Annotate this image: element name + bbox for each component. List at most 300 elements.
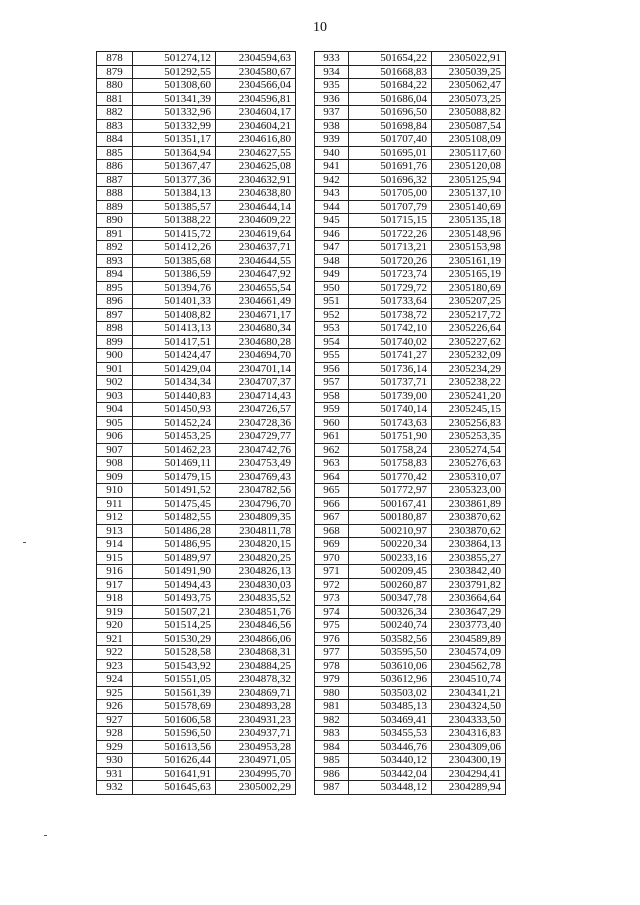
x-coordinate-cell: 501736,14 xyxy=(349,362,432,376)
table-row xyxy=(315,430,506,444)
x-coordinate-cell: 501413,13 xyxy=(133,322,216,336)
point-number-cell: 911 xyxy=(97,497,133,511)
x-coordinate-cell: 501654,22 xyxy=(349,52,432,66)
x-coordinate-cell: 501412,26 xyxy=(133,241,216,255)
table-row xyxy=(315,295,506,309)
table-row xyxy=(315,524,506,538)
table-row xyxy=(315,335,506,349)
table-row xyxy=(315,227,506,241)
point-number-cell: 943 xyxy=(315,187,349,201)
x-coordinate-cell: 501462,23 xyxy=(133,443,216,457)
x-coordinate-cell: 501696,50 xyxy=(349,106,432,120)
y-coordinate-cell: 2304729,77 xyxy=(216,430,296,444)
x-coordinate-cell: 501772,97 xyxy=(349,484,432,498)
y-coordinate-cell: 2304820,15 xyxy=(216,538,296,552)
y-coordinate-cell: 2304811,78 xyxy=(216,524,296,538)
point-number-cell: 954 xyxy=(315,335,349,349)
point-number-cell: 900 xyxy=(97,349,133,363)
y-coordinate-cell: 2304510,74 xyxy=(432,673,506,687)
y-coordinate-cell: 2304694,70 xyxy=(216,349,296,363)
x-coordinate-cell: 501469,11 xyxy=(133,457,216,471)
y-coordinate-cell: 2304835,52 xyxy=(216,592,296,606)
y-coordinate-cell: 2305276,63 xyxy=(432,457,506,471)
x-coordinate-cell: 501450,93 xyxy=(133,403,216,417)
x-coordinate-cell: 501626,44 xyxy=(133,754,216,768)
y-coordinate-cell: 2304868,31 xyxy=(216,646,296,660)
x-coordinate-cell: 501596,50 xyxy=(133,727,216,741)
y-coordinate-cell: 2304878,32 xyxy=(216,673,296,687)
table-row xyxy=(315,673,506,687)
point-number-cell: 891 xyxy=(97,227,133,241)
table-row xyxy=(97,52,296,66)
scan-speck xyxy=(23,542,26,543)
table-row xyxy=(97,605,296,619)
y-coordinate-cell: 2305039,25 xyxy=(432,65,506,79)
table-row xyxy=(315,592,506,606)
table-row xyxy=(97,254,296,268)
table-row xyxy=(315,767,506,781)
table-row xyxy=(97,65,296,79)
coordinates-table-right xyxy=(314,51,506,795)
table-row xyxy=(97,403,296,417)
point-number-cell: 975 xyxy=(315,619,349,633)
y-coordinate-cell: 2304753,49 xyxy=(216,457,296,471)
x-coordinate-cell: 501743,63 xyxy=(349,416,432,430)
table-row xyxy=(315,106,506,120)
table-row xyxy=(315,52,506,66)
point-number-cell: 985 xyxy=(315,754,349,768)
point-number-cell: 917 xyxy=(97,578,133,592)
y-coordinate-cell: 2304604,17 xyxy=(216,106,296,120)
table-row xyxy=(97,227,296,241)
table-row xyxy=(97,119,296,133)
x-coordinate-cell: 500260,87 xyxy=(349,578,432,592)
point-number-cell: 916 xyxy=(97,565,133,579)
x-coordinate-cell: 501738,72 xyxy=(349,308,432,322)
table-row xyxy=(97,92,296,106)
point-number-cell: 924 xyxy=(97,673,133,687)
x-coordinate-cell: 501486,28 xyxy=(133,524,216,538)
point-number-cell: 986 xyxy=(315,767,349,781)
table-row xyxy=(315,497,506,511)
point-number-cell: 971 xyxy=(315,565,349,579)
y-coordinate-cell: 2303773,40 xyxy=(432,619,506,633)
table-row xyxy=(315,551,506,565)
x-coordinate-cell: 501486,95 xyxy=(133,538,216,552)
point-number-cell: 947 xyxy=(315,241,349,255)
y-coordinate-cell: 2304846,56 xyxy=(216,619,296,633)
y-coordinate-cell: 2304580,67 xyxy=(216,65,296,79)
x-coordinate-cell: 501530,29 xyxy=(133,632,216,646)
point-number-cell: 957 xyxy=(315,376,349,390)
point-number-cell: 918 xyxy=(97,592,133,606)
y-coordinate-cell: 2304627,55 xyxy=(216,146,296,160)
point-number-cell: 932 xyxy=(97,781,133,795)
x-coordinate-cell: 501385,57 xyxy=(133,200,216,214)
table-row xyxy=(315,119,506,133)
point-number-cell: 939 xyxy=(315,133,349,147)
table-row xyxy=(97,389,296,403)
table-row xyxy=(97,619,296,633)
x-coordinate-cell: 501751,90 xyxy=(349,430,432,444)
x-coordinate-cell: 501475,45 xyxy=(133,497,216,511)
y-coordinate-cell: 2304701,14 xyxy=(216,362,296,376)
x-coordinate-cell: 501308,60 xyxy=(133,79,216,93)
point-number-cell: 903 xyxy=(97,389,133,403)
x-coordinate-cell: 501440,83 xyxy=(133,389,216,403)
y-coordinate-cell: 2304594,63 xyxy=(216,52,296,66)
x-coordinate-cell: 501722,26 xyxy=(349,227,432,241)
x-coordinate-cell: 501364,94 xyxy=(133,146,216,160)
point-number-cell: 970 xyxy=(315,551,349,565)
y-coordinate-cell: 2304796,70 xyxy=(216,497,296,511)
point-number-cell: 949 xyxy=(315,268,349,282)
table-row xyxy=(315,484,506,498)
x-coordinate-cell: 501713,21 xyxy=(349,241,432,255)
point-number-cell: 973 xyxy=(315,592,349,606)
y-coordinate-cell: 2305207,25 xyxy=(432,295,506,309)
y-coordinate-cell: 2305088,82 xyxy=(432,106,506,120)
table-row xyxy=(97,308,296,322)
point-number-cell: 940 xyxy=(315,146,349,160)
x-coordinate-cell: 501684,22 xyxy=(349,79,432,93)
table-row xyxy=(97,268,296,282)
x-coordinate-cell: 501528,58 xyxy=(133,646,216,660)
y-coordinate-cell: 2304300,19 xyxy=(432,754,506,768)
y-coordinate-cell: 2304562,78 xyxy=(432,659,506,673)
table-row xyxy=(315,254,506,268)
table-row xyxy=(97,565,296,579)
x-coordinate-cell: 503582,56 xyxy=(349,632,432,646)
x-coordinate-cell: 503612,96 xyxy=(349,673,432,687)
point-number-cell: 925 xyxy=(97,686,133,700)
table-row xyxy=(97,79,296,93)
x-coordinate-cell: 501494,43 xyxy=(133,578,216,592)
x-coordinate-cell: 501394,76 xyxy=(133,281,216,295)
x-coordinate-cell: 500209,45 xyxy=(349,565,432,579)
point-number-cell: 972 xyxy=(315,578,349,592)
y-coordinate-cell: 2305073,25 xyxy=(432,92,506,106)
x-coordinate-cell: 501332,96 xyxy=(133,106,216,120)
point-number-cell: 941 xyxy=(315,160,349,174)
point-number-cell: 945 xyxy=(315,214,349,228)
x-coordinate-cell: 501707,40 xyxy=(349,133,432,147)
y-coordinate-cell: 2304289,94 xyxy=(432,781,506,795)
point-number-cell: 946 xyxy=(315,227,349,241)
y-coordinate-cell: 2305153,98 xyxy=(432,241,506,255)
point-number-cell: 927 xyxy=(97,713,133,727)
x-coordinate-cell: 500180,87 xyxy=(349,511,432,525)
table-row xyxy=(97,376,296,390)
x-coordinate-cell: 501377,36 xyxy=(133,173,216,187)
point-number-cell: 929 xyxy=(97,740,133,754)
table-row xyxy=(315,686,506,700)
y-coordinate-cell: 2304625,08 xyxy=(216,160,296,174)
point-number-cell: 922 xyxy=(97,646,133,660)
y-coordinate-cell: 2304728,36 xyxy=(216,416,296,430)
x-coordinate-cell: 501543,92 xyxy=(133,659,216,673)
y-coordinate-cell: 2305217,72 xyxy=(432,308,506,322)
y-coordinate-cell: 2303870,62 xyxy=(432,511,506,525)
y-coordinate-cell: 2304830,03 xyxy=(216,578,296,592)
point-number-cell: 920 xyxy=(97,619,133,633)
y-coordinate-cell: 2304316,83 xyxy=(432,727,506,741)
y-coordinate-cell: 2304632,91 xyxy=(216,173,296,187)
y-coordinate-cell: 2305310,07 xyxy=(432,470,506,484)
table-row xyxy=(315,511,506,525)
y-coordinate-cell: 2305165,19 xyxy=(432,268,506,282)
point-number-cell: 948 xyxy=(315,254,349,268)
y-coordinate-cell: 2304294,41 xyxy=(432,767,506,781)
table-row xyxy=(315,646,506,660)
x-coordinate-cell: 501715,15 xyxy=(349,214,432,228)
x-coordinate-cell: 500233,16 xyxy=(349,551,432,565)
point-number-cell: 974 xyxy=(315,605,349,619)
x-coordinate-cell: 501737,71 xyxy=(349,376,432,390)
x-coordinate-cell: 503595,50 xyxy=(349,646,432,660)
table-row xyxy=(315,322,506,336)
y-coordinate-cell: 2305274,54 xyxy=(432,443,506,457)
y-coordinate-cell: 2304953,28 xyxy=(216,740,296,754)
y-coordinate-cell: 2305148,96 xyxy=(432,227,506,241)
x-coordinate-cell: 501758,24 xyxy=(349,443,432,457)
point-number-cell: 979 xyxy=(315,673,349,687)
y-coordinate-cell: 2304726,57 xyxy=(216,403,296,417)
point-number-cell: 913 xyxy=(97,524,133,538)
table-row xyxy=(97,497,296,511)
point-number-cell: 977 xyxy=(315,646,349,660)
point-number-cell: 969 xyxy=(315,538,349,552)
point-number-cell: 904 xyxy=(97,403,133,417)
point-number-cell: 964 xyxy=(315,470,349,484)
x-coordinate-cell: 501385,68 xyxy=(133,254,216,268)
x-coordinate-cell: 501417,51 xyxy=(133,335,216,349)
table-row xyxy=(315,416,506,430)
point-number-cell: 933 xyxy=(315,52,349,66)
point-number-cell: 889 xyxy=(97,200,133,214)
x-coordinate-cell: 503455,53 xyxy=(349,727,432,741)
x-coordinate-cell: 500220,34 xyxy=(349,538,432,552)
x-coordinate-cell: 501686,04 xyxy=(349,92,432,106)
table-row xyxy=(315,187,506,201)
y-coordinate-cell: 2304309,06 xyxy=(432,740,506,754)
y-coordinate-cell: 2304769,43 xyxy=(216,470,296,484)
y-coordinate-cell: 2304714,43 xyxy=(216,389,296,403)
point-number-cell: 968 xyxy=(315,524,349,538)
point-number-cell: 882 xyxy=(97,106,133,120)
y-coordinate-cell: 2303861,89 xyxy=(432,497,506,511)
point-number-cell: 983 xyxy=(315,727,349,741)
x-coordinate-cell: 501292,55 xyxy=(133,65,216,79)
y-coordinate-cell: 2304809,35 xyxy=(216,511,296,525)
table-row xyxy=(97,457,296,471)
y-coordinate-cell: 2303855,27 xyxy=(432,551,506,565)
x-coordinate-cell: 501696,32 xyxy=(349,173,432,187)
point-number-cell: 938 xyxy=(315,119,349,133)
y-coordinate-cell: 2303791,82 xyxy=(432,578,506,592)
x-coordinate-cell: 501482,55 xyxy=(133,511,216,525)
point-number-cell: 895 xyxy=(97,281,133,295)
y-coordinate-cell: 2304609,22 xyxy=(216,214,296,228)
y-coordinate-cell: 2304341,21 xyxy=(432,686,506,700)
table-row xyxy=(97,349,296,363)
x-coordinate-cell: 501332,99 xyxy=(133,119,216,133)
table-row xyxy=(97,592,296,606)
table-row xyxy=(315,403,506,417)
y-coordinate-cell: 2303842,40 xyxy=(432,565,506,579)
table-row xyxy=(97,700,296,714)
y-coordinate-cell: 2303647,29 xyxy=(432,605,506,619)
table-row xyxy=(315,160,506,174)
x-coordinate-cell: 501507,21 xyxy=(133,605,216,619)
table-row xyxy=(315,146,506,160)
table-row xyxy=(315,241,506,255)
y-coordinate-cell: 2305232,09 xyxy=(432,349,506,363)
y-coordinate-cell: 2304619,64 xyxy=(216,227,296,241)
y-coordinate-cell: 2304869,71 xyxy=(216,686,296,700)
point-number-cell: 912 xyxy=(97,511,133,525)
point-number-cell: 893 xyxy=(97,254,133,268)
x-coordinate-cell: 501758,83 xyxy=(349,457,432,471)
table-row xyxy=(97,146,296,160)
table-row xyxy=(315,362,506,376)
x-coordinate-cell: 501695,01 xyxy=(349,146,432,160)
point-number-cell: 950 xyxy=(315,281,349,295)
point-number-cell: 884 xyxy=(97,133,133,147)
y-coordinate-cell: 2304566,04 xyxy=(216,79,296,93)
table-row xyxy=(97,133,296,147)
x-coordinate-cell: 503446,76 xyxy=(349,740,432,754)
point-number-cell: 959 xyxy=(315,403,349,417)
point-number-cell: 902 xyxy=(97,376,133,390)
point-number-cell: 942 xyxy=(315,173,349,187)
point-number-cell: 896 xyxy=(97,295,133,309)
x-coordinate-cell: 501386,59 xyxy=(133,268,216,282)
point-number-cell: 921 xyxy=(97,632,133,646)
x-coordinate-cell: 501691,76 xyxy=(349,160,432,174)
point-number-cell: 962 xyxy=(315,443,349,457)
point-number-cell: 935 xyxy=(315,79,349,93)
table-row xyxy=(315,268,506,282)
point-number-cell: 937 xyxy=(315,106,349,120)
y-coordinate-cell: 2304884,25 xyxy=(216,659,296,673)
x-coordinate-cell: 501606,58 xyxy=(133,713,216,727)
table-row xyxy=(315,740,506,754)
point-number-cell: 980 xyxy=(315,686,349,700)
x-coordinate-cell: 501641,91 xyxy=(133,767,216,781)
point-number-cell: 956 xyxy=(315,362,349,376)
y-coordinate-cell: 2304638,80 xyxy=(216,187,296,201)
table-row xyxy=(97,632,296,646)
table-row xyxy=(97,443,296,457)
y-coordinate-cell: 2304782,56 xyxy=(216,484,296,498)
table-row xyxy=(97,524,296,538)
point-number-cell: 881 xyxy=(97,92,133,106)
x-coordinate-cell: 501367,47 xyxy=(133,160,216,174)
point-number-cell: 984 xyxy=(315,740,349,754)
x-coordinate-cell: 501434,34 xyxy=(133,376,216,390)
point-number-cell: 978 xyxy=(315,659,349,673)
y-coordinate-cell: 2304971,05 xyxy=(216,754,296,768)
table-row xyxy=(315,754,506,768)
y-coordinate-cell: 2304616,80 xyxy=(216,133,296,147)
x-coordinate-cell: 501705,00 xyxy=(349,187,432,201)
table-row xyxy=(315,214,506,228)
point-number-cell: 915 xyxy=(97,551,133,565)
point-number-cell: 931 xyxy=(97,767,133,781)
x-coordinate-cell: 501723,74 xyxy=(349,268,432,282)
table-row xyxy=(315,349,506,363)
point-number-cell: 888 xyxy=(97,187,133,201)
x-coordinate-cell: 501740,14 xyxy=(349,403,432,417)
table-row xyxy=(97,187,296,201)
table-row xyxy=(97,295,296,309)
x-coordinate-cell: 501720,26 xyxy=(349,254,432,268)
point-number-cell: 879 xyxy=(97,65,133,79)
point-number-cell: 944 xyxy=(315,200,349,214)
y-coordinate-cell: 2304647,92 xyxy=(216,268,296,282)
x-coordinate-cell: 501578,69 xyxy=(133,700,216,714)
table-row xyxy=(97,322,296,336)
table-row xyxy=(97,646,296,660)
point-number-cell: 897 xyxy=(97,308,133,322)
table-row xyxy=(97,200,296,214)
x-coordinate-cell: 503469,41 xyxy=(349,713,432,727)
table-row xyxy=(97,416,296,430)
x-coordinate-cell: 501491,90 xyxy=(133,565,216,579)
point-number-cell: 919 xyxy=(97,605,133,619)
y-coordinate-cell: 2305087,54 xyxy=(432,119,506,133)
x-coordinate-cell: 501742,10 xyxy=(349,322,432,336)
x-coordinate-cell: 501415,72 xyxy=(133,227,216,241)
table-row xyxy=(315,79,506,93)
x-coordinate-cell: 500167,41 xyxy=(349,497,432,511)
x-coordinate-cell: 501341,39 xyxy=(133,92,216,106)
point-number-cell: 961 xyxy=(315,430,349,444)
table-row xyxy=(97,470,296,484)
point-number-cell: 976 xyxy=(315,632,349,646)
table-row xyxy=(315,713,506,727)
y-coordinate-cell: 2305135,18 xyxy=(432,214,506,228)
x-coordinate-cell: 501274,12 xyxy=(133,52,216,66)
point-number-cell: 899 xyxy=(97,335,133,349)
point-number-cell: 886 xyxy=(97,160,133,174)
x-coordinate-cell: 501698,84 xyxy=(349,119,432,133)
x-coordinate-cell: 501493,75 xyxy=(133,592,216,606)
table-row xyxy=(97,767,296,781)
table-row xyxy=(97,686,296,700)
y-coordinate-cell: 2304589,89 xyxy=(432,632,506,646)
y-coordinate-cell: 2305226,64 xyxy=(432,322,506,336)
point-number-cell: 898 xyxy=(97,322,133,336)
y-coordinate-cell: 2304742,76 xyxy=(216,443,296,457)
y-coordinate-cell: 2304604,21 xyxy=(216,119,296,133)
table-row xyxy=(315,781,506,795)
table-row xyxy=(315,133,506,147)
y-coordinate-cell: 2303664,64 xyxy=(432,592,506,606)
point-number-cell: 987 xyxy=(315,781,349,795)
table-row xyxy=(315,308,506,322)
x-coordinate-cell: 501491,52 xyxy=(133,484,216,498)
x-coordinate-cell: 503442,04 xyxy=(349,767,432,781)
y-coordinate-cell: 2304680,28 xyxy=(216,335,296,349)
x-coordinate-cell: 501561,39 xyxy=(133,686,216,700)
x-coordinate-cell: 501740,02 xyxy=(349,335,432,349)
table-row xyxy=(315,619,506,633)
x-coordinate-cell: 500347,78 xyxy=(349,592,432,606)
x-coordinate-cell: 501613,56 xyxy=(133,740,216,754)
point-number-cell: 953 xyxy=(315,322,349,336)
